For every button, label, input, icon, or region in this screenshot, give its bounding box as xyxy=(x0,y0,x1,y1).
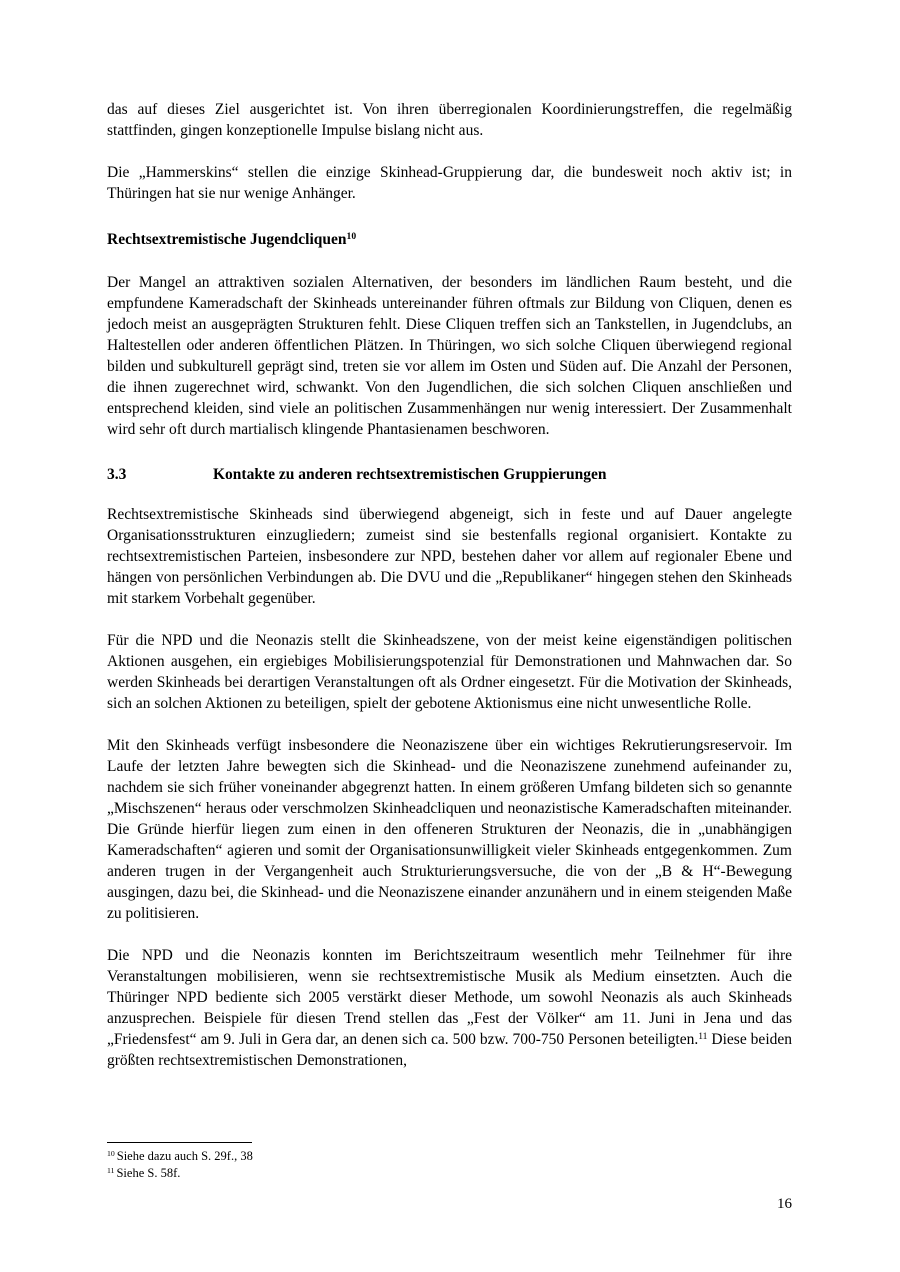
footnote-ref-11: 11 xyxy=(698,1030,708,1042)
footnote-11-marker: 11 xyxy=(107,1165,115,1175)
paragraph-3: Der Mangel an attraktiven sozialen Alternativen, der besonders im ländlichen Raum besteht, und die empfundene Kameradschaft der Skinheads untereinander führen oftmals zur Bildung von Cliquen, denen es jedoch meist an ausgeprägten Strukturen fehlt. Diese Cliquen treffen sich an Tankstellen, in Jugendclubs, an Haltestellen oder anderen öffentlichen Plätzen. In Thüringen, wo sich solche Cliquen überwiegend regional bilden und subkulturell geprägt sind, treten sie vor allem im Osten und Süden auf. Die Anzahl der Personen, die ihnen zugerechnet wird, schwankt. Von den Jugendlichen, die sich solchen Cliquen anschließen und entsprechend kleiden, sind viele an politischen Zusammenhängen nur wenig interessiert. Der Zusammenhalt wird sehr oft durch martialisch klingende Phantasienamen beschworen. xyxy=(107,274,792,438)
section-title: Kontakte zu anderen rechtsextremistischen Gruppierungen xyxy=(213,466,607,483)
paragraph-7 xyxy=(107,945,792,1071)
section-number: 3.3 xyxy=(107,466,127,483)
paragraph-2: Die „Hammerskins“ stellen die einzige Skinhead-Gruppierung dar, die bundesweit noch aktiv ist; in Thüringen hat sie nur wenige Anhänger. xyxy=(107,164,792,202)
page-number: 16 xyxy=(777,1196,792,1212)
footnote-10-text: Siehe dazu auch S. 29f., 38 xyxy=(116,1149,253,1163)
section-heading-3-3 xyxy=(107,464,792,485)
footnote-11 xyxy=(107,1165,792,1182)
footnotes-section xyxy=(107,1142,792,1182)
paragraph-5: Für die NPD und die Neonazis stellt die Skinheadszene, von der meist keine eigenständigen politischen Aktionen ausgehen, ein ergiebiges Mobilisierungspotenzial für Demonstrationen und Mahnwachen dar. So werden Skinheads bei derartigen Veranstaltungen oft als Ordner eingesetzt. Für die Motivation der Skinheads, sich an solchen Aktionen zu beteiligen, spielt der gebotene Aktionismus eine nicht unwesentliche Rolle. xyxy=(107,632,792,712)
footnote-ref-10: 10 xyxy=(346,230,357,242)
footnote-10 xyxy=(107,1148,792,1165)
text-block xyxy=(107,99,792,1092)
subheading-text: Rechtsextremistische Jugendcliquen xyxy=(107,231,347,248)
paragraph-4: Rechtsextremistische Skinheads sind überwiegend abgeneigt, sich in feste und auf Dauer angelegte Organisationsstrukturen einzugliedern; zumeist sind sie bestenfalls regional organisiert. Kontakte zu rechtsextremistischen Parteien, insbesondere zur NPD, bestehen daher vor allem auf regionaler Ebene und hängen von persönlichen Verbindungen ab. Die DVU und die „Republikaner“ hingegen stehen den Skinheads mit starkem Vorbehalt gegenüber. xyxy=(107,506,792,607)
footnote-11-text: Siehe S. 58f. xyxy=(116,1166,181,1180)
paragraph-6: Mit den Skinheads verfügt insbesondere die Neonaziszene über ein wichtiges Rekrutierungsreservoir. Im Laufe der letzten Jahre bewegten sich die Skinhead- und die Neonaziszene zunehmend aufeinander zu, nachdem sie sich früher voneinander abgegrenzt hatten. In einem größeren Umfang bildeten sich so genannte „Mischszenen“ heraus oder verschmolzen Skinheadcliquen und neonazistische Kameradschaften miteinander. Die Gründe hierfür liegen zum einen in den offeneren Strukturen der Neonazis, die in „unabhängigen Kameradschaften“ agieren und somit der Organisationsunwilligkeit vieler Skinheads entgegenkommen. Zum anderen trugen in der Vergangenheit auch Strukturierungsversuche, die von der „B & H“-Bewegung ausgingen, dazu bei, die Skinhead- und die Neonaziszene einander anzunähern und in einem steigenden Maße zu politisieren. xyxy=(107,737,792,922)
footnote-divider xyxy=(107,1142,252,1143)
subheading-jugendcliquen xyxy=(107,229,792,250)
paragraph-7-continuation: Diese beiden größten rechtsextremistischen Demonstrationen, xyxy=(107,1031,792,1069)
paragraph-7-text: Die NPD und die Neonazis konnten im Berichtszeitraum wesentlich mehr Teilnehmer für ihre Veranstaltungen mobilisieren, wenn sie rechtsextremistische Musik als Medium einsetzten. Auch die Thüringer NPD bediente sich 2005 verstärkt dieser Methode, um sowohl Neonazis als auch Skinheads anzusprechen. Beispiele für diesen Trend stellen das „Fest der Völker“ am 11. Juni in Jena und das „Friedensfest“ am 9. Juli in Gera dar, an denen sich ca. 500 bzw. 700-750 Personen beteiligten. xyxy=(107,947,792,1048)
footnote-10-marker: 10 xyxy=(107,1148,115,1158)
paragraph-1: das auf dieses Ziel ausgerichtet ist. Von ihren überregionalen Koordinierungstreffen, die regelmäßig stattfinden, gingen konzeptionelle Impulse bislang nicht aus. xyxy=(107,101,792,139)
